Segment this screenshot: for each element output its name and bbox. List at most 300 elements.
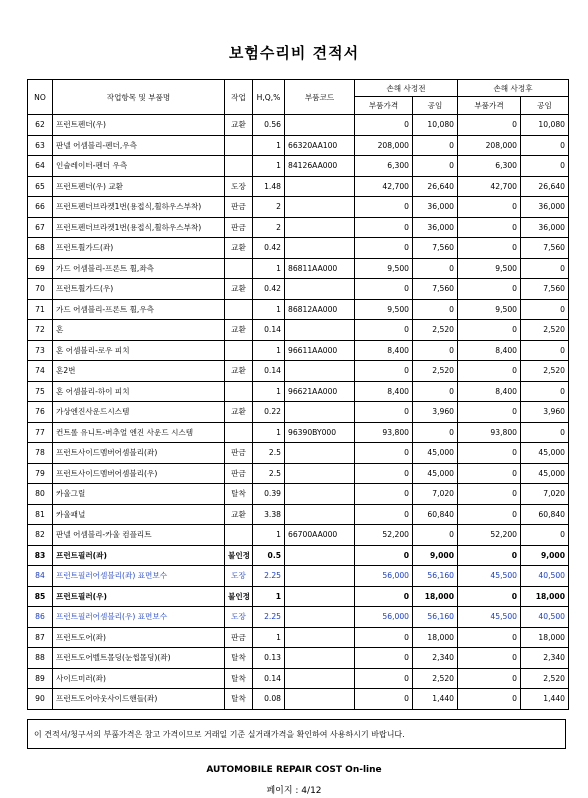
table-row: [28, 627, 569, 648]
row-part-price-before: 0: [355, 689, 413, 710]
row-labor-before: 2,520: [413, 361, 458, 382]
row-labor-before: 7,020: [413, 484, 458, 505]
row-hours: 3.38: [253, 504, 285, 525]
row-item: 프런트펜더브라켓1번(용접식,휠하우스부착): [53, 217, 225, 238]
row-no: 64: [28, 156, 53, 177]
row-no: 79: [28, 463, 53, 484]
row-code: [285, 443, 355, 464]
row-work: 교환: [225, 238, 253, 259]
row-item: 판넬 어셈블리-펜더,우측: [53, 135, 225, 156]
row-work: 불인정: [225, 586, 253, 607]
row-work: 탈착: [225, 648, 253, 669]
row-code: [285, 320, 355, 341]
row-no: 90: [28, 689, 53, 710]
row-work: 도장: [225, 607, 253, 628]
row-hours: 2.5: [253, 463, 285, 484]
table-body: [28, 115, 569, 710]
row-item: 사이드미러(좌): [53, 668, 225, 689]
row-item: 혼 어셈블리-하이 피치: [53, 381, 225, 402]
row-work: 판금: [225, 627, 253, 648]
row-hours: 1: [253, 525, 285, 546]
row-code: [285, 176, 355, 197]
row-part-price-before: 0: [355, 115, 413, 136]
row-labor-before: 1,440: [413, 689, 458, 710]
row-no: 73: [28, 340, 53, 361]
row-labor-before: 0: [413, 422, 458, 443]
row-part-price-after: 0: [458, 402, 521, 423]
row-labor-before: 0: [413, 525, 458, 546]
row-no: 65: [28, 176, 53, 197]
row-part-price-after: 45,500: [458, 607, 521, 628]
row-no: 86: [28, 607, 53, 628]
row-item: 프런트사이드멤버어셈블리(좌): [53, 443, 225, 464]
row-part-price-after: 93,800: [458, 422, 521, 443]
row-code: [285, 545, 355, 566]
row-part-price-after: 0: [458, 689, 521, 710]
row-part-price-before: 0: [355, 648, 413, 669]
row-labor-after: 45,000: [521, 443, 569, 464]
row-no: 87: [28, 627, 53, 648]
row-labor-after: 36,000: [521, 197, 569, 218]
table-row: [28, 279, 569, 300]
row-labor-before: 10,080: [413, 115, 458, 136]
table-row: [28, 443, 569, 464]
row-labor-before: 2,520: [413, 320, 458, 341]
row-part-price-before: 0: [355, 627, 413, 648]
row-code: [285, 197, 355, 218]
row-labor-before: 7,560: [413, 279, 458, 300]
row-work: 도장: [225, 176, 253, 197]
row-hours: 1: [253, 627, 285, 648]
row-code: [285, 115, 355, 136]
row-part-price-after: 8,400: [458, 381, 521, 402]
row-work: 판금: [225, 463, 253, 484]
row-part-price-before: 93,800: [355, 422, 413, 443]
row-part-price-after: 45,500: [458, 566, 521, 587]
row-item: 프런트필러어셈블리(우) 표면보수: [53, 607, 225, 628]
row-work: 교환: [225, 504, 253, 525]
table-row: [28, 566, 569, 587]
row-part-price-before: 0: [355, 197, 413, 218]
row-part-price-before: 208,000: [355, 135, 413, 156]
row-hours: 2: [253, 197, 285, 218]
row-labor-after: 7,560: [521, 279, 569, 300]
row-code: 66320AA100: [285, 135, 355, 156]
row-work: 교환: [225, 279, 253, 300]
table-row: [28, 217, 569, 238]
row-labor-after: 45,000: [521, 463, 569, 484]
table-row: [28, 504, 569, 525]
table-row: [28, 135, 569, 156]
row-no: 74: [28, 361, 53, 382]
row-part-price-before: 8,400: [355, 340, 413, 361]
row-item: 가상엔진사운드시스템: [53, 402, 225, 423]
table-row: [28, 402, 569, 423]
row-item: 프런트필러어셈블리(좌) 표면보수: [53, 566, 225, 587]
row-work: 교환: [225, 115, 253, 136]
row-part-price-before: 0: [355, 545, 413, 566]
row-part-price-before: 0: [355, 484, 413, 505]
table-row: [28, 361, 569, 382]
table-row: [28, 463, 569, 484]
table-row: [28, 525, 569, 546]
row-no: 77: [28, 422, 53, 443]
row-hours: 0.14: [253, 320, 285, 341]
row-hours: 1: [253, 586, 285, 607]
row-work: 탈착: [225, 668, 253, 689]
table-row: [28, 176, 569, 197]
footer-text: AUTOMOBILE REPAIR COST On-line: [206, 765, 382, 775]
row-hours: 1: [253, 381, 285, 402]
row-hours: 0.13: [253, 648, 285, 669]
page-number: 페이지 : 4/12: [266, 786, 322, 796]
row-no: 75: [28, 381, 53, 402]
row-part-price-after: 0: [458, 504, 521, 525]
row-part-price-after: 0: [458, 463, 521, 484]
row-hours: 0.42: [253, 279, 285, 300]
row-item: 프런트필러(우): [53, 586, 225, 607]
row-work: [225, 156, 253, 177]
row-hours: 1: [253, 135, 285, 156]
row-work: 도장: [225, 566, 253, 587]
row-labor-before: 45,000: [413, 443, 458, 464]
row-hours: 1: [253, 156, 285, 177]
row-item: 프런트도어벨트몰딩(눈썹몰딩)(좌): [53, 648, 225, 669]
table-row: [28, 607, 569, 628]
row-item: 가드 어셈블리-프론트 휠,우측: [53, 299, 225, 320]
row-part-price-after: 208,000: [458, 135, 521, 156]
row-hours: 2.5: [253, 443, 285, 464]
row-part-price-before: 0: [355, 320, 413, 341]
row-code: [285, 586, 355, 607]
row-hours: 2.25: [253, 566, 285, 587]
row-no: 67: [28, 217, 53, 238]
row-code: [285, 607, 355, 628]
row-hours: 2.25: [253, 607, 285, 628]
row-labor-before: 9,000: [413, 545, 458, 566]
table-row: [28, 689, 569, 710]
row-no: 82: [28, 525, 53, 546]
table-row: [28, 258, 569, 279]
row-part-price-after: 0: [458, 545, 521, 566]
row-labor-after: 36,000: [521, 217, 569, 238]
row-work: [225, 340, 253, 361]
row-code: 66700AA000: [285, 525, 355, 546]
row-part-price-after: 9,500: [458, 258, 521, 279]
row-code: [285, 279, 355, 300]
table-row: [28, 381, 569, 402]
row-part-price-before: 0: [355, 504, 413, 525]
row-part-price-before: 42,700: [355, 176, 413, 197]
row-code: 96611AA000: [285, 340, 355, 361]
row-labor-after: 40,500: [521, 607, 569, 628]
row-part-price-before: 52,200: [355, 525, 413, 546]
table-row: [28, 586, 569, 607]
row-part-price-after: 9,500: [458, 299, 521, 320]
row-part-price-before: 56,000: [355, 566, 413, 587]
row-item: 프런트필러(좌): [53, 545, 225, 566]
row-labor-after: 0: [521, 299, 569, 320]
row-part-price-before: 0: [355, 402, 413, 423]
row-code: 86812AA000: [285, 299, 355, 320]
row-hours: 1.48: [253, 176, 285, 197]
row-part-price-after: 0: [458, 197, 521, 218]
table-row: [28, 668, 569, 689]
row-hours: 2: [253, 217, 285, 238]
row-item: 프런트펜더(우): [53, 115, 225, 136]
header-labor-before: 공임: [413, 97, 458, 115]
table-row: [28, 299, 569, 320]
row-code: 84126AA000: [285, 156, 355, 177]
row-code: [285, 402, 355, 423]
row-labor-before: 0: [413, 340, 458, 361]
row-part-price-after: 0: [458, 217, 521, 238]
row-item: 판넬 어셈블리-카울 컴플리트: [53, 525, 225, 546]
header-work: 작업: [225, 80, 253, 115]
row-work: [225, 381, 253, 402]
row-code: [285, 484, 355, 505]
row-item: 프런트도어아웃사이드핸들(좌): [53, 689, 225, 710]
row-part-price-before: 0: [355, 668, 413, 689]
row-part-price-before: 0: [355, 238, 413, 259]
header-before: 손해 사정전: [355, 80, 458, 97]
row-no: 89: [28, 668, 53, 689]
row-hours: 1: [253, 340, 285, 361]
row-labor-before: 0: [413, 381, 458, 402]
row-item: 카울패널: [53, 504, 225, 525]
row-part-price-after: 52,200: [458, 525, 521, 546]
row-labor-after: 10,080: [521, 115, 569, 136]
row-no: 78: [28, 443, 53, 464]
row-item: 프런트휠가드(좌): [53, 238, 225, 259]
row-labor-after: 0: [521, 381, 569, 402]
row-no: 80: [28, 484, 53, 505]
document-title: 보험수리비 견적서: [228, 44, 360, 62]
row-work: 교환: [225, 361, 253, 382]
row-labor-after: 0: [521, 258, 569, 279]
header-after: 손해 사정후: [458, 80, 569, 97]
row-labor-after: 0: [521, 525, 569, 546]
row-hours: 1: [253, 258, 285, 279]
row-labor-before: 45,000: [413, 463, 458, 484]
row-hours: 0.14: [253, 361, 285, 382]
row-labor-after: 60,840: [521, 504, 569, 525]
row-code: [285, 689, 355, 710]
row-code: [285, 238, 355, 259]
row-no: 68: [28, 238, 53, 259]
row-labor-after: 0: [521, 340, 569, 361]
row-labor-after: 40,500: [521, 566, 569, 587]
table-row: [28, 238, 569, 259]
row-hours: 0.22: [253, 402, 285, 423]
table-row: [28, 115, 569, 136]
table-row: [28, 545, 569, 566]
header-hours: H,Q,%: [253, 80, 285, 115]
row-no: 81: [28, 504, 53, 525]
row-labor-before: 3,960: [413, 402, 458, 423]
row-no: 83: [28, 545, 53, 566]
row-item: 혼 어셈블리-로우 피치: [53, 340, 225, 361]
row-hours: 1: [253, 299, 285, 320]
row-no: 72: [28, 320, 53, 341]
row-labor-after: 18,000: [521, 627, 569, 648]
row-labor-after: 0: [521, 422, 569, 443]
row-work: [225, 299, 253, 320]
row-item: 혼2번: [53, 361, 225, 382]
row-work: 탈착: [225, 484, 253, 505]
row-code: [285, 504, 355, 525]
row-item: 프런트펜더(우) 교환: [53, 176, 225, 197]
row-labor-before: 18,000: [413, 586, 458, 607]
row-work: 판금: [225, 443, 253, 464]
row-part-price-before: 0: [355, 279, 413, 300]
row-part-price-after: 42,700: [458, 176, 521, 197]
row-labor-after: 0: [521, 156, 569, 177]
row-labor-before: 36,000: [413, 197, 458, 218]
row-code: [285, 361, 355, 382]
table-row: [28, 340, 569, 361]
row-part-price-after: 0: [458, 586, 521, 607]
row-work: 교환: [225, 402, 253, 423]
row-part-price-after: 0: [458, 627, 521, 648]
table-row: [28, 648, 569, 669]
row-labor-after: 0: [521, 135, 569, 156]
row-item: 카울그릴: [53, 484, 225, 505]
row-labor-after: 9,000: [521, 545, 569, 566]
row-work: [225, 135, 253, 156]
row-hours: 0.14: [253, 668, 285, 689]
notice-box: 이 견적서/청구서의 부품가격은 참고 가격이므로 거래일 기준 실거래가격을 확인하여 사용하시기 바랍니다.: [27, 719, 566, 749]
row-labor-before: 26,640: [413, 176, 458, 197]
row-labor-before: 36,000: [413, 217, 458, 238]
row-work: 판금: [225, 217, 253, 238]
row-part-price-after: 0: [458, 668, 521, 689]
row-labor-after: 18,000: [521, 586, 569, 607]
row-item: 컨트롤 유니트-버추얼 엔진 사운드 시스템: [53, 422, 225, 443]
row-no: 66: [28, 197, 53, 218]
row-no: 71: [28, 299, 53, 320]
row-labor-before: 7,560: [413, 238, 458, 259]
row-labor-before: 0: [413, 156, 458, 177]
table-row: [28, 422, 569, 443]
row-labor-after: 1,440: [521, 689, 569, 710]
row-labor-after: 26,640: [521, 176, 569, 197]
row-part-price-before: 8,400: [355, 381, 413, 402]
row-code: [285, 668, 355, 689]
header-part-price-after: 부품가격: [458, 97, 521, 115]
row-part-price-after: 0: [458, 443, 521, 464]
row-part-price-before: 0: [355, 463, 413, 484]
row-code: [285, 217, 355, 238]
row-no: 88: [28, 648, 53, 669]
row-no: 84: [28, 566, 53, 587]
row-part-price-before: 0: [355, 443, 413, 464]
estimate-table: [27, 79, 569, 710]
row-labor-before: 2,340: [413, 648, 458, 669]
table-row: [28, 484, 569, 505]
row-work: [225, 422, 253, 443]
row-hours: 0.56: [253, 115, 285, 136]
row-labor-after: 3,960: [521, 402, 569, 423]
row-no: 69: [28, 258, 53, 279]
row-labor-after: 7,020: [521, 484, 569, 505]
row-code: [285, 648, 355, 669]
row-item: 가드 어셈블리-프론트 휠,좌측: [53, 258, 225, 279]
row-part-price-after: 0: [458, 238, 521, 259]
row-labor-after: 2,340: [521, 648, 569, 669]
row-item: 인슐레이터-펜더 우측: [53, 156, 225, 177]
row-part-price-after: 0: [458, 279, 521, 300]
row-part-price-after: 6,300: [458, 156, 521, 177]
row-part-price-after: 0: [458, 484, 521, 505]
row-work: [225, 525, 253, 546]
row-work: 교환: [225, 320, 253, 341]
row-part-price-before: 0: [355, 217, 413, 238]
row-code: [285, 627, 355, 648]
row-part-price-after: 8,400: [458, 340, 521, 361]
row-item: 프런트사이드멤버어셈블리(우): [53, 463, 225, 484]
row-labor-before: 2,520: [413, 668, 458, 689]
row-item: 프런트휠가드(우): [53, 279, 225, 300]
row-code: 86811AA000: [285, 258, 355, 279]
row-labor-before: 0: [413, 299, 458, 320]
header-labor-after: 공임: [521, 97, 569, 115]
row-part-price-after: 0: [458, 320, 521, 341]
row-hours: 0.39: [253, 484, 285, 505]
row-item: 프런트펜더브라켓1번(용접식,휠하우스부착): [53, 197, 225, 218]
header-item: 작업항목 및 부품명: [53, 80, 225, 115]
row-no: 76: [28, 402, 53, 423]
header-part-price-before: 부품가격: [355, 97, 413, 115]
row-item: 프런트도어(좌): [53, 627, 225, 648]
row-code: [285, 463, 355, 484]
row-labor-before: 56,160: [413, 566, 458, 587]
row-code: [285, 566, 355, 587]
row-part-price-after: 0: [458, 361, 521, 382]
table-row: [28, 197, 569, 218]
row-labor-before: 56,160: [413, 607, 458, 628]
row-hours: 0.42: [253, 238, 285, 259]
row-no: 62: [28, 115, 53, 136]
row-part-price-before: 0: [355, 361, 413, 382]
row-hours: 1: [253, 422, 285, 443]
row-part-price-before: 6,300: [355, 156, 413, 177]
row-no: 63: [28, 135, 53, 156]
row-part-price-after: 0: [458, 115, 521, 136]
row-labor-after: 2,520: [521, 668, 569, 689]
row-code: 96390BY000: [285, 422, 355, 443]
row-labor-before: 0: [413, 135, 458, 156]
row-hours: 0.08: [253, 689, 285, 710]
row-part-price-before: 0: [355, 586, 413, 607]
row-hours: 0.5: [253, 545, 285, 566]
row-work: 탈착: [225, 689, 253, 710]
row-labor-before: 18,000: [413, 627, 458, 648]
row-work: 판금: [225, 197, 253, 218]
table-row: [28, 320, 569, 341]
row-part-price-before: 9,500: [355, 258, 413, 279]
header-code: 부품코드: [285, 80, 355, 115]
row-labor-after: 2,520: [521, 361, 569, 382]
row-part-price-after: 0: [458, 648, 521, 669]
row-labor-before: 0: [413, 258, 458, 279]
row-part-price-before: 56,000: [355, 607, 413, 628]
row-work: 불인정: [225, 545, 253, 566]
row-no: 85: [28, 586, 53, 607]
row-no: 70: [28, 279, 53, 300]
row-labor-after: 2,520: [521, 320, 569, 341]
row-code: 96621AA000: [285, 381, 355, 402]
